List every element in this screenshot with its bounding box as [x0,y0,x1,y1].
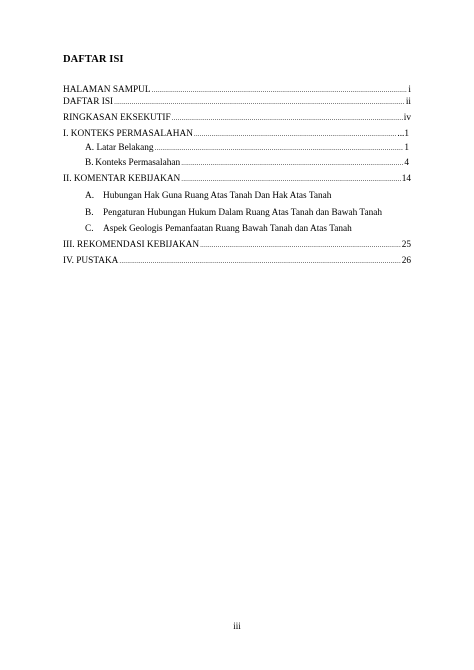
toc-entry-daftar-isi[interactable] [63,96,411,108]
toc-entry-page: 1 [404,143,409,153]
toc-entry-komentar-kebijakan[interactable] [63,173,411,185]
toc-leader-dots [155,142,404,154]
toc-entry-hubungan-hak-guna[interactable] [85,190,331,202]
toc-entry-konteks-permasalahan[interactable] [63,128,409,140]
toc-leader-dots [152,84,408,96]
toc-leader-dots [200,239,401,251]
toc-entry-page: 25 [401,240,411,250]
page-number: iii [233,621,241,631]
toc-entry-page: ...1 [397,129,409,139]
toc-entry-label: Konteks Permasalahan [95,158,181,168]
toc-entry-pustaka[interactable] [63,255,411,267]
toc-entry-label: III. REKOMENDASI KEBIJAKAN [63,240,200,250]
toc-leader-dots [119,255,400,267]
toc-entry-label: II. KOMENTAR KEBIJAKAN [63,174,181,184]
toc-entry-label: Latar Belakang [96,143,154,153]
toc-entry-page: 14 [401,174,411,184]
toc-entry-konteks-permasalahan-sub[interactable] [85,157,409,169]
toc-entry-label: RINGKASAN EKSEKUTIF [63,113,171,123]
toc-entry-aspek-geologis[interactable] [85,223,352,235]
toc-entry-label: Pengaturan Hubungan Hukum Dalam Ruang Atas Tanah dan Bawah Tanah [103,208,383,218]
toc-entry-page: 26 [401,256,411,266]
toc-entry-page: 4 [404,158,409,168]
toc-entry-pengaturan-hubungan-hukum[interactable] [85,207,382,219]
toc-entry-label: Hubungan Hak Guna Ruang Atas Tanah Dan Hak Atas Tanah [103,191,332,201]
toc-entry-page: ii [405,97,411,107]
toc-entry-rekomendasi-kebijakan[interactable] [63,239,411,251]
toc-entry-label: I. KONTEKS PERMASALAHAN [63,129,193,139]
toc-leader-dots [194,128,396,140]
toc-entry-number: B. [85,158,94,168]
toc-entry-number: B. [85,208,94,218]
toc-entry-number: A. [85,191,95,201]
toc-entry-label: DAFTAR ISI [63,97,114,107]
toc-entry-number: C. [85,224,94,234]
toc-leader-dots [114,96,405,108]
toc-entry-page: i [408,85,411,95]
toc-entry-label: HALAMAN SAMPUL [63,85,151,95]
toc-entry-label: IV. PUSTAKA [63,256,119,266]
toc-entry-number: A. [85,143,95,153]
toc-entry-page: iv [403,113,411,123]
toc-entry-latar-belakang[interactable] [85,142,409,154]
toc-entry-ringkasan-eksekutif[interactable] [63,112,411,124]
toc-entry-label: Aspek Geologis Pemanfaatan Ruang Bawah Tanah dan Atas Tanah [103,224,352,234]
toc-leader-dots [181,173,400,185]
toc-entry-halaman-sampul[interactable] [63,84,411,96]
toc-leader-dots [172,112,403,124]
toc-leader-dots [181,157,403,169]
toc-heading: DAFTAR ISI [63,54,124,65]
